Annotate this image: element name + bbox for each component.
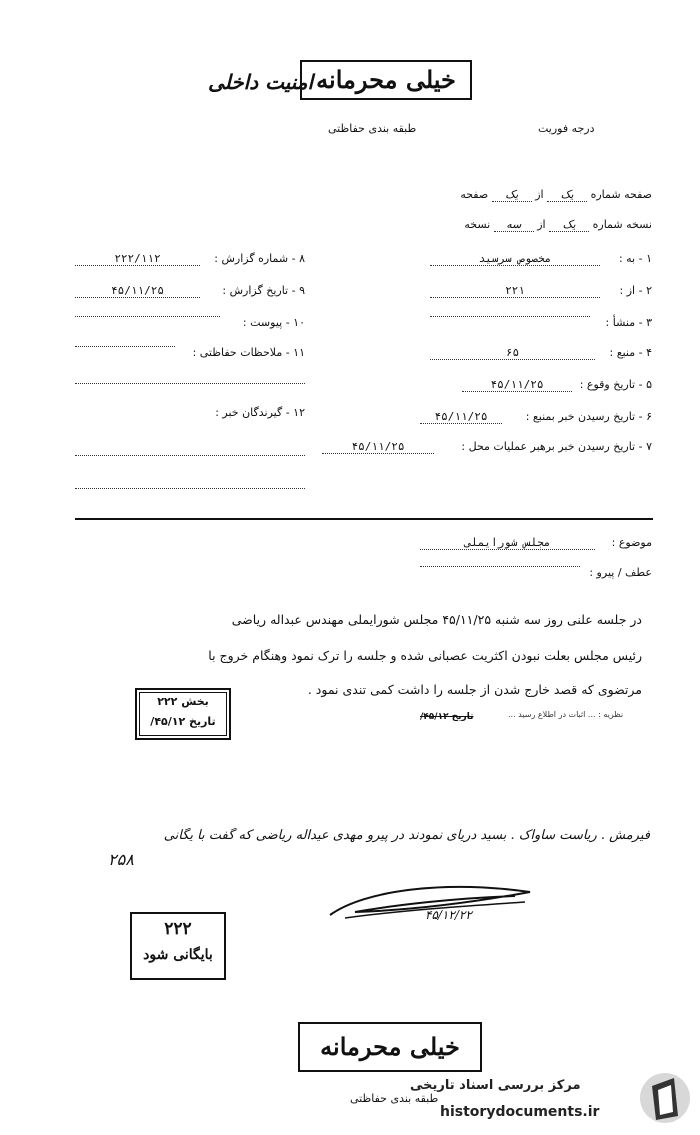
watermark-title: مرکز بررسی اسناد تاریخی [410,1078,581,1093]
field-label: ۶ - تاریخ رسیدن خبر بمنبع : [525,410,652,423]
page-number-label: صفحه شماره [590,188,652,201]
copy-number-value: یک [549,218,589,232]
reference-row [420,566,652,584]
left-field-11 [75,346,305,364]
bottom-classification-stamp: خیلی محرمانه [298,1022,482,1072]
field-value [430,316,590,317]
field-label: ۵ - تاریخ وقوع : [579,378,652,391]
field-label: ۱۲ - گیرندگان خبر : [215,406,305,419]
field-label: ۱۱ - ملاحظات حفاظتی : [192,346,305,359]
section-divider [75,518,653,520]
watermark-url: historydocuments.ir [440,1104,600,1120]
field-value: ۶۵ [430,346,595,360]
priority-label: درجه فوریت [538,122,595,135]
field-label: ۱۰ - پیوست : [242,316,305,329]
archive-stamp-text: بایگانی شود [143,947,213,963]
handwritten-number: ۲۵۸ [108,850,134,869]
subject-label: موضوع : [611,536,652,549]
page-suffix: صفحه [460,188,489,201]
right-field-6 [420,410,652,428]
page-from-label: از [535,188,544,201]
page-number-row [460,188,652,202]
body-line-1: در جلسه علنی روز سه شنبه ۴۵/۱۱/۲۵ مجلس شورایملی مهندس عبداله ریاضی [231,612,642,627]
copy-suffix: نسخه [464,218,491,231]
right-field-2 [430,284,652,302]
small-note: نظریه : ... اثبات در اطلاع رسید ... [508,710,624,719]
field-label: ۳ - منشأ : [605,316,652,329]
copy-number-label: نسخه شماره [592,218,652,231]
handwritten-annotation: فیرمش . ریاست ساواک . بسید دریای نمودند در پیرو مهدی عیداله ریاضی که گفت با یگانی [163,828,650,843]
field-value: ۴۵/۱۱/۲۵ [462,378,572,392]
field-label: ۲ - از : [619,284,652,297]
handwritten-internal-security: امنیت داخلی [208,70,314,94]
archive-logo-icon [638,1068,692,1128]
field-value: ۴۵/۱۱/۲۵ [75,284,200,298]
right-field-7 [322,440,652,458]
subject-value: مجلس شورایملی [420,536,595,550]
field-value: ۲۲۲/۱۱۲ [75,252,200,266]
page-total-value: یک [492,188,532,202]
field-value: مخصوص سرسید [430,252,600,266]
left-field-9 [75,284,305,302]
page-number-value: یک [547,188,587,202]
left-field-8 [75,252,305,270]
field-label: ۸ - شماره گزارش : [214,252,305,265]
left-field-10 [75,316,305,334]
copy-from-label: از [537,218,546,231]
blank-line [75,488,305,489]
right-field-3 [430,316,652,334]
section-stamp [135,688,231,740]
right-field-1 [430,252,652,270]
field-value: ۴۵/۱۱/۲۵ [420,410,502,424]
reference-label: عطف / پیرو : [589,566,652,579]
field-label: ۷ - تاریخ رسیدن خبر برهبر عملیات محل : [461,440,652,453]
copy-total-value: سه [494,218,534,232]
archive-stamp-number: ۲۲۲ [164,919,192,939]
body-line-3: مرتضوی که قصد خارج شدن از جلسه را داشت کمی تندی نمود . [307,682,642,697]
right-field-4 [430,346,652,364]
field-label: ۱ - به : [618,252,652,265]
copy-number-row [464,218,652,232]
footer-classification-label: طبقه بندی حفاظتی [350,1092,439,1105]
reference-value [420,566,580,567]
classification-label: طبقه بندی حفاظتی [328,122,417,135]
crossed-date: تاریخ ۴۵/۱۲/ [420,712,474,722]
field-value: ۴۵/۱۱/۲۵ [322,440,434,454]
subject-row [420,536,652,554]
signature-date: ۴۵/۱۲/۲۲ [425,908,472,922]
top-classification-stamp: خیلی محرمانه [300,60,472,100]
section-stamp-title: بخش ۲۲۲ [157,695,209,708]
archive-stamp [130,912,226,980]
right-field-5 [430,378,652,396]
field-label: ۴ - منبع : [609,346,652,359]
left-field-12 [75,406,305,424]
body-line-2: رئیس مجلس بعلت نبودن اکثریت عصبانی شده و جلسه را ترک نمود وهنگام خروج با [208,648,642,663]
blank-line [75,455,305,456]
field-label: ۹ - تاریخ گزارش : [222,284,305,297]
section-stamp-date: تاریخ ۴۵/۱۲/ [150,715,216,728]
field-value [75,346,175,347]
field-value: ۲۲۱ [430,284,600,298]
field-value [75,316,220,317]
blank-line [75,383,305,384]
